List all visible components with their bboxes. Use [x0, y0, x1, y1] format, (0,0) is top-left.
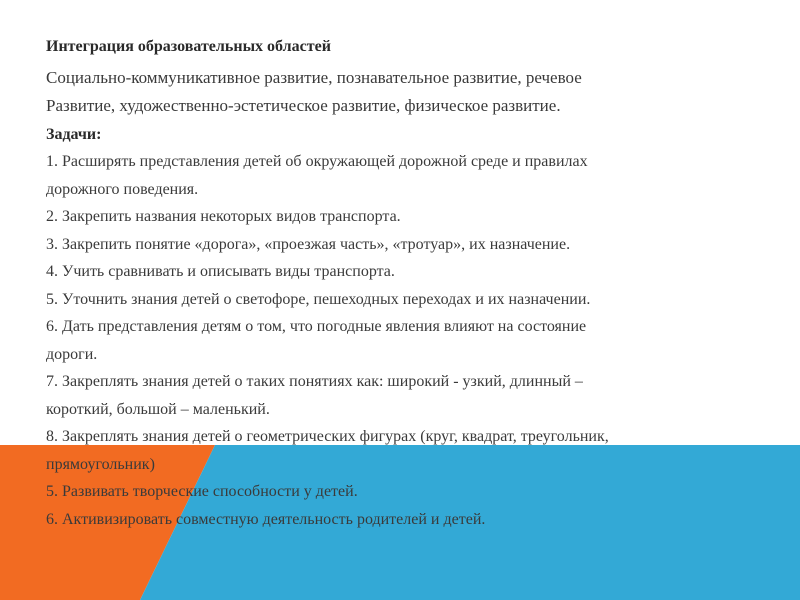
task-line: 5. Развивать творческие способности у детей.	[46, 483, 358, 500]
task-line: 4. Учить сравнивать и описывать виды транспорта.	[46, 263, 395, 280]
task-line: 6. Активизировать совместную деятельность родителей и детей.	[46, 510, 486, 528]
task-line: короткий, большой – маленький.	[46, 400, 270, 418]
slide-content	[46, 36, 766, 533]
task-line: 8. Закреплять знания детей о геометрических фигурах (круг, квадрат, треугольник,	[46, 428, 609, 445]
task-line: 5. Уточнить знания детей о светофоре, пешеходных переходах и их назначении.	[46, 290, 591, 308]
tasks-label: Задачи:	[46, 126, 102, 143]
task-line: 3. Закрепить понятие «дорога», «проезжая часть», «тротуар», их назначение.	[46, 235, 571, 253]
task-line: 7. Закреплять знания детей о таких понятиях как: широкий - узкий, длинный –	[46, 373, 583, 390]
task-line: дорожного поведения.	[46, 180, 199, 198]
task-line: 6. Дать представления детям о том, что погодные явления влияют на состояние	[46, 318, 587, 335]
areas-line-1: Социально-коммуникативное развитие, познавательное развитие, речевое	[46, 68, 582, 87]
areas-line-2: Развитие, художественно-эстетическое развитие, физическое развитие.	[46, 96, 561, 115]
slide-title: Интеграция образовательных областей	[46, 38, 331, 55]
task-line: дороги.	[46, 345, 98, 363]
task-line: 2. Закрепить названия некоторых видов транспорта.	[46, 208, 401, 225]
task-line: прямоугольник)	[46, 455, 155, 473]
task-line: 1. Расширять представления детей об окружающей дорожной среде и правилах	[46, 153, 588, 170]
